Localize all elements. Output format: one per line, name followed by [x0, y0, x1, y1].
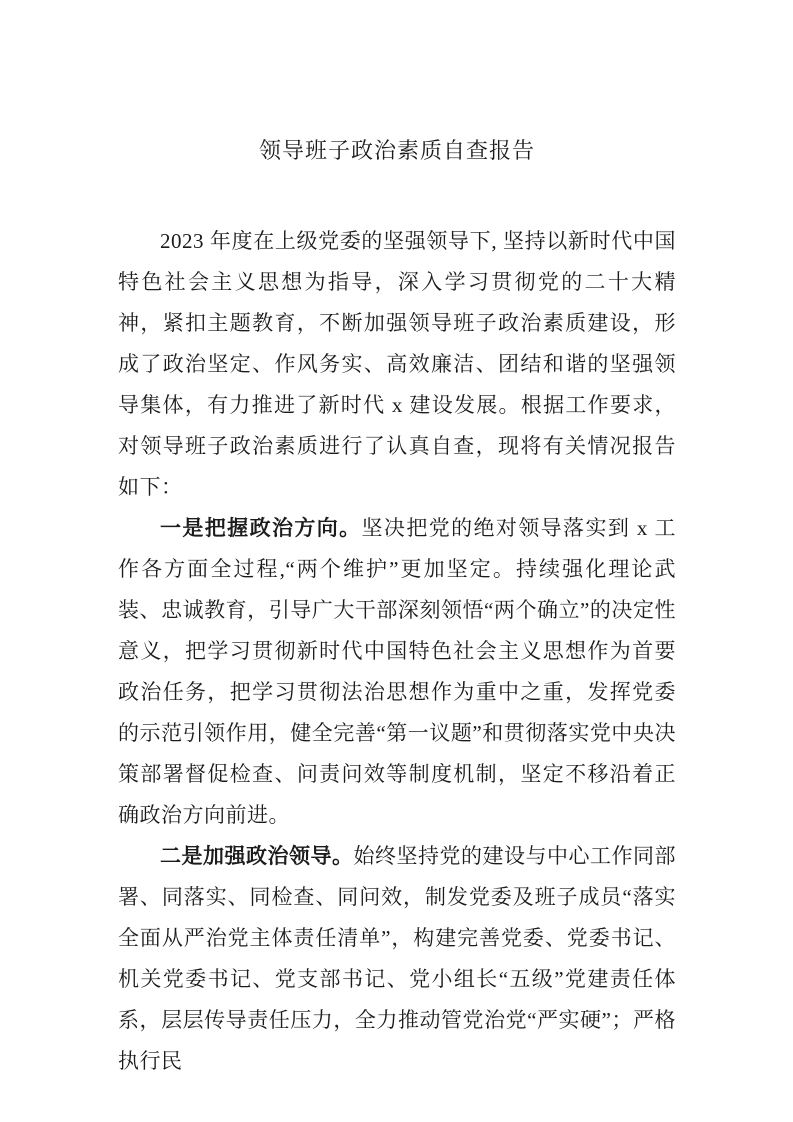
paragraph-intro [118, 221, 676, 508]
paragraph-point-2-lead: 二是加强政治领导。 [160, 844, 354, 868]
paragraph-point-1-lead: 一是把握政治方向。 [160, 516, 362, 540]
paragraph-point-2 [118, 836, 676, 1082]
paragraph-point-1 [118, 508, 676, 836]
paragraph-point-2-text: 始终坚持党的建设与中心工作同部署、同落实、同检查、同问效，制发党委及班子成员“落实全面从严治党主体责任清单”，构建完善党委、党委书记、机关党委书记、党支部书记、党小组长“五级”党建责任体系，层层传导责任压力，全力推动管党治党“严实硬”；严格执行民 [118, 844, 676, 1073]
paragraph-point-1-text: 坚决把党的绝对领导落实到 x 工作各方面全过程,“两个维护”更加坚定。持续强化理论武装、忠诚教育，引导广大干部深刻领悟“两个确立”的决定性意义，把学习贯彻新时代中国特色社会主义思想作为首要政治任务，把学习贯彻法治思想作为重中之重，发挥党委的示范引领作用，健全完善“第一议题”和贯彻落实党中央决策部署督促检查、问责问效等制度机制，坚定不移沿着正确政治方向前进。 [118, 516, 677, 827]
document-title: 领导班子政治素质自查报告 [258, 138, 535, 163]
paragraph-intro-text: 2023 年度在上级党委的坚强领导下, 坚持以新时代中国特色社会主义思想为指导，深入学习贯彻党的二十大精神，紧扣主题教育，不断加强领导班子政治素质建设，形成了政治坚定、作风务实、高效廉洁、团结和谐的坚强领导集体，有力推进了新时代 x 建设发展。根据工作要求，对领导班子政治素质进行了认真自查，现将有关情况报告如下： [118, 229, 676, 499]
